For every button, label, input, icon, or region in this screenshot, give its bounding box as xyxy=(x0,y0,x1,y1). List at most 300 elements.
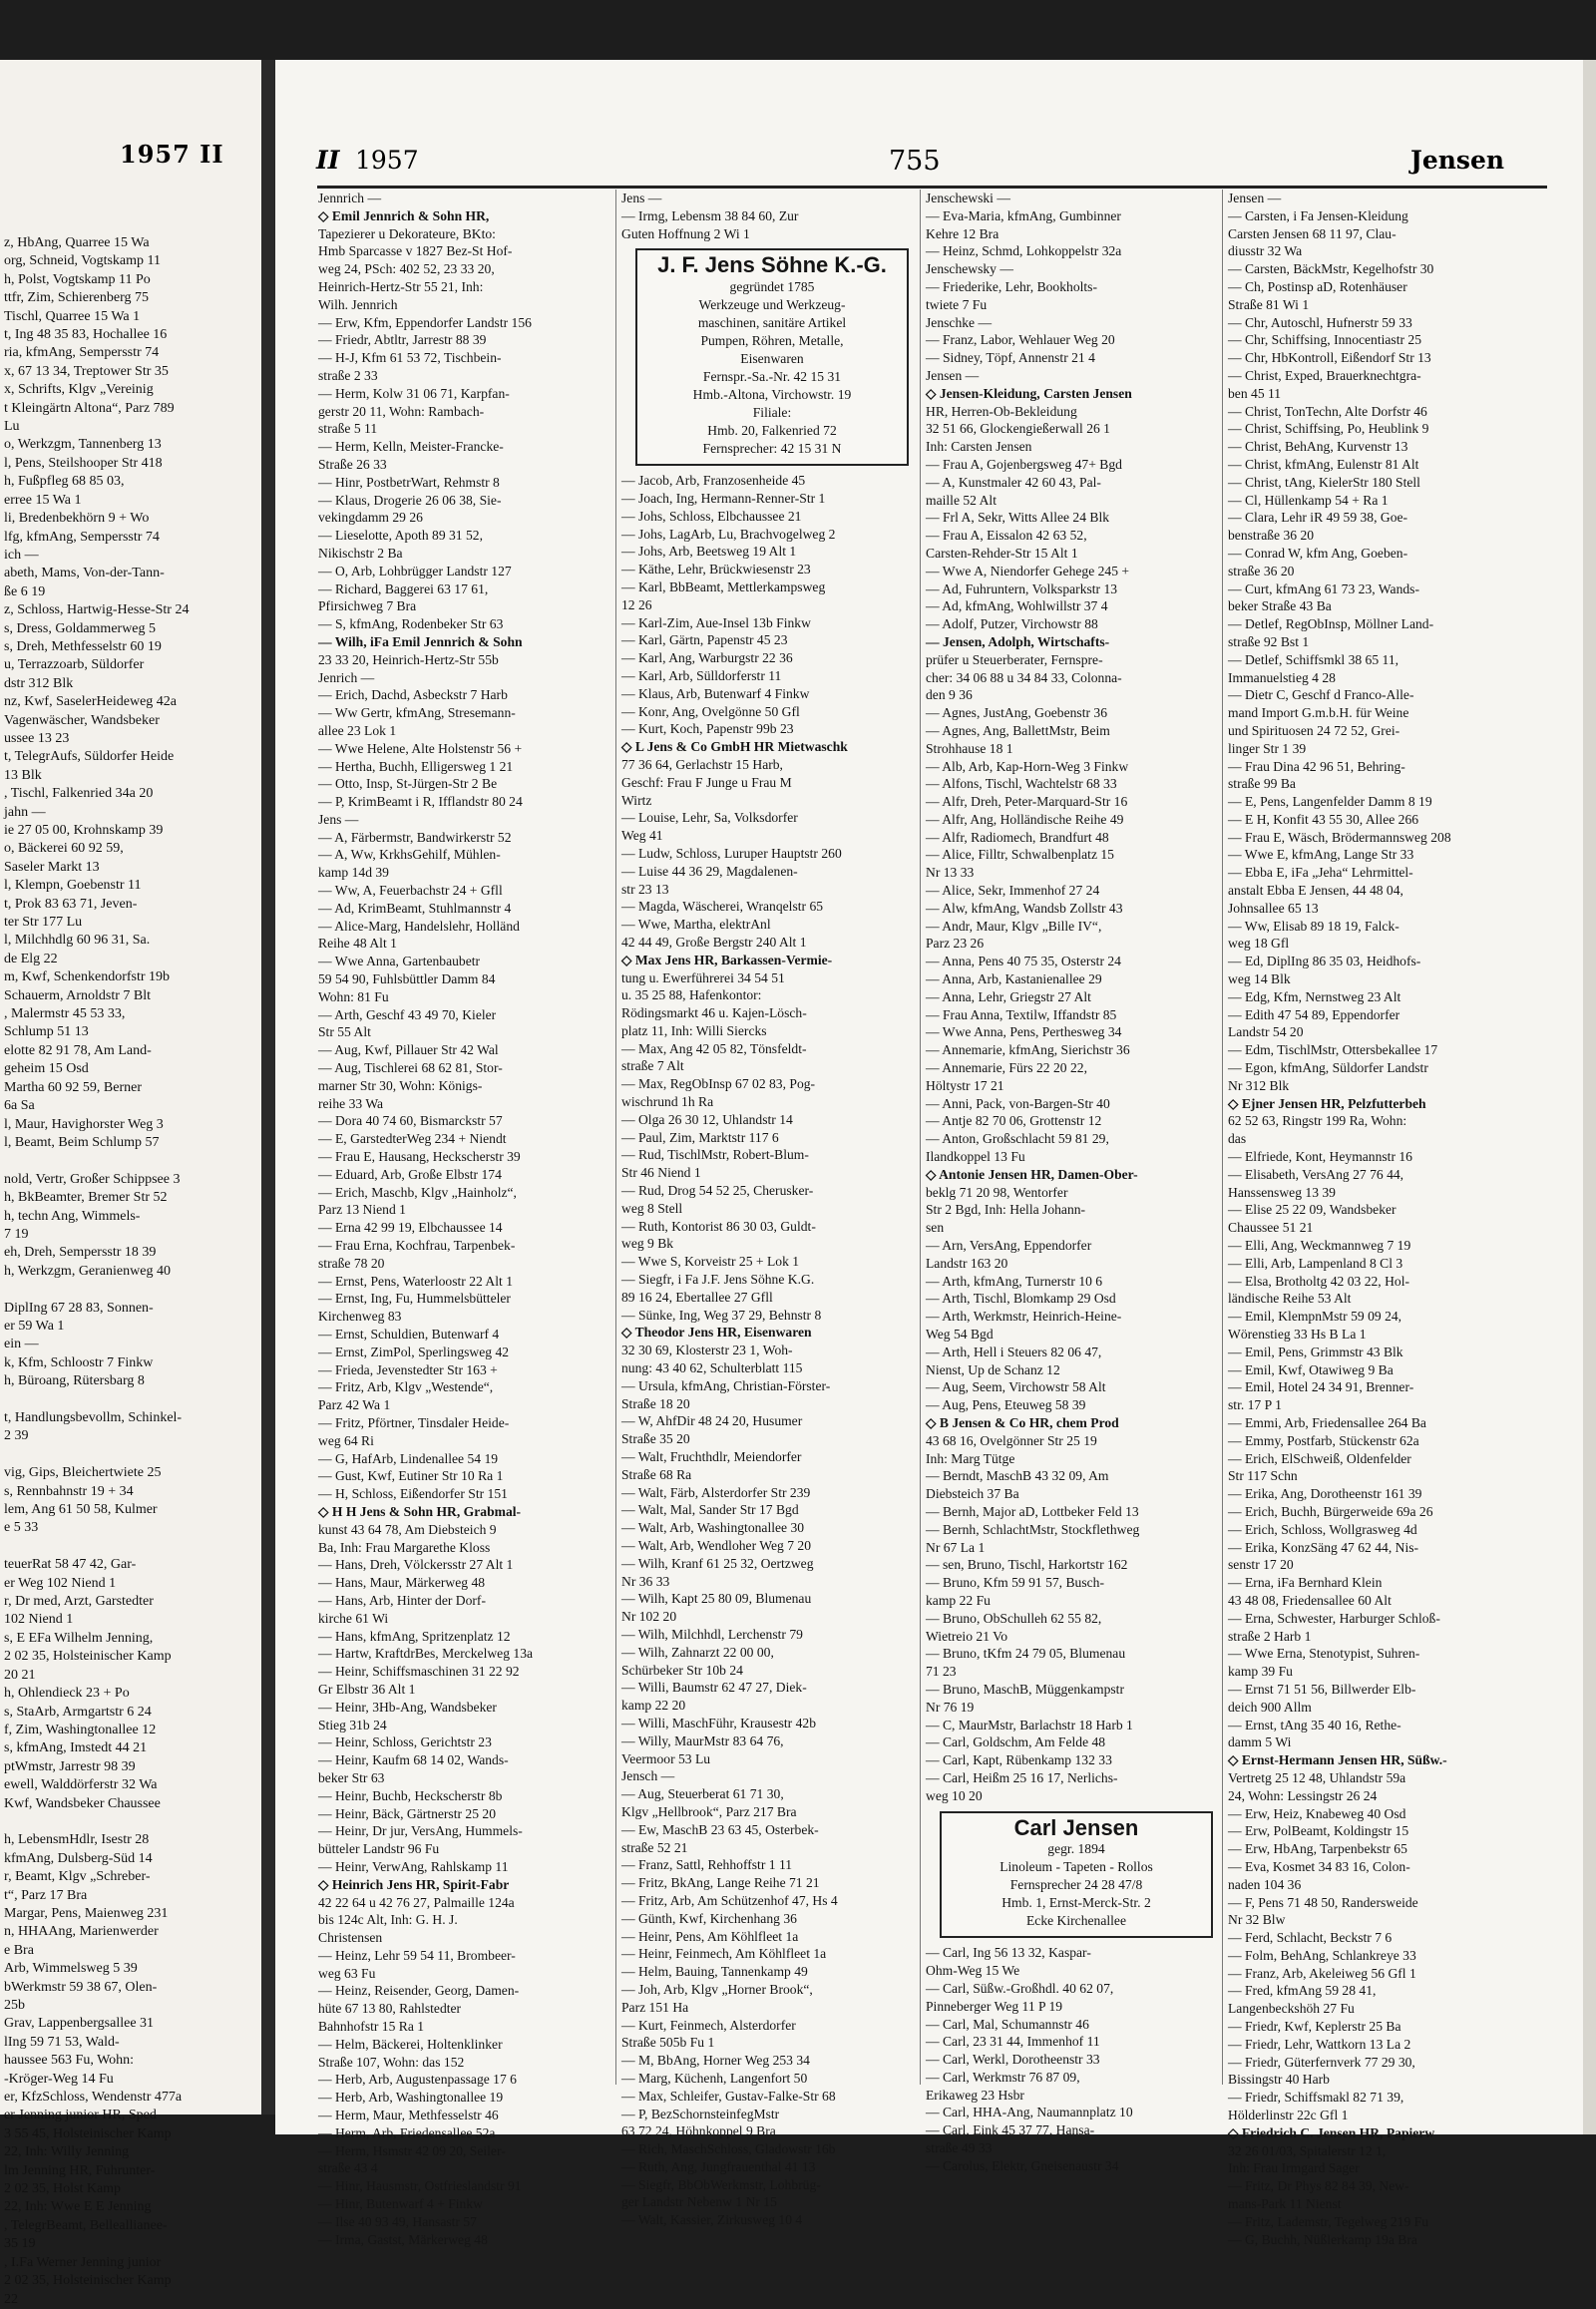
directory-entry: — Günth, Kwf, Kirchenhang 36 xyxy=(621,1910,797,1926)
directory-entry: — Hinr, PostbetrWart, Rehmstr 8 xyxy=(318,474,500,490)
previous-page-line: l, Milchhdlg 60 96 31, Sa. xyxy=(4,933,151,949)
directory-entry: Nr 312 Blk xyxy=(1228,1077,1290,1093)
previous-page-line: ria, kfmAng, Sempersstr 74 xyxy=(4,345,160,361)
directory-entry: — Annemarie, kfmAng, Sierichstr 36 xyxy=(926,1042,1130,1058)
directory-entry: 23 33 20, Heinrich-Hertz-Str 55b xyxy=(318,651,499,667)
directory-entry: — Friedr, Kwf, Keplerstr 25 Ba xyxy=(1228,2019,1401,2035)
previous-page-line: Martha 60 92 59, Berner xyxy=(4,1079,143,1095)
advertisement-name: J. F. Jens Söhne K.-G. xyxy=(657,252,887,278)
directory-entry: — Egon, kfmAng, Süldorfer Landstr xyxy=(1228,1060,1428,1076)
directory-entry: — Elli, Arb, Lampenland 8 Cl 3 xyxy=(1228,1255,1403,1271)
directory-entry: — Ruth, Kontorist 86 30 03, Guldt- xyxy=(621,1218,816,1234)
directory-entry: Johnsallee 65 13 xyxy=(1228,900,1319,916)
directory-entry: — Eva-Maria, kfmAng, Gumbinner xyxy=(926,207,1121,223)
directory-entry: — Berndt, MaschB 43 32 09, Am xyxy=(926,1468,1109,1484)
directory-entry: — Wwe Anna, Gartenbaubetr xyxy=(318,954,481,969)
directory-entry: — Herb, Arb, Washingtonallee 19 xyxy=(318,2090,504,2106)
directory-entry: — Ferd, Schlacht, Beckstr 7 6 xyxy=(1228,1930,1393,1946)
directory-entry: — Anna, Arb, Kastanienallee 29 xyxy=(926,971,1102,987)
directory-entry: Jenrich — xyxy=(318,669,375,685)
directory-entry: — Folm, BehAng, Schlankreye 33 xyxy=(1228,1947,1416,1963)
directory-entry: — Alfr, Dreh, Peter-Marquard-Str 16 xyxy=(926,794,1128,810)
previous-page-line: elotte 82 91 78, Am Land- xyxy=(4,1042,152,1058)
directory-entry: — Carl, Werkl, Dorotheenstr 33 xyxy=(926,2052,1100,2068)
directory-entry: — Marg, Küchenh, Langenfort 50 xyxy=(621,2070,808,2086)
directory-entry: — Antje 82 70 06, Grottenstr 12 xyxy=(926,1113,1102,1129)
directory-entry: str. 17 P 1 xyxy=(1228,1397,1282,1413)
directory-entry: — Erich, Dachd, Asbeckstr 7 Harb xyxy=(318,687,508,703)
directory-entry: — Frau Dina 42 96 51, Behring- xyxy=(1228,758,1405,774)
directory-entry: — Alb, Arb, Kap-Horn-Weg 3 Finkw xyxy=(926,758,1129,774)
directory-entry: senstr 17 20 xyxy=(1228,1557,1294,1573)
directory-entry: — Heinr, 3Hb-Ang, Wandsbeker xyxy=(318,1699,497,1715)
advertisement-line: gegründet 1785 xyxy=(729,279,815,295)
directory-entry: — Otto, Insp, St-Jürgen-Str 2 Be xyxy=(318,776,498,792)
directory-entry: — Wilh, Milchhdl, Lerchenstr 79 xyxy=(621,1626,803,1642)
directory-entry: Carsten-Rehder-Str 15 Alt 1 xyxy=(926,545,1078,561)
directory-entry: — Siegfr, i Fa J.F. Jens Söhne K.G. xyxy=(621,1272,815,1288)
directory-entry: — Conrad W, kfm Ang, Goeben- xyxy=(1228,545,1408,561)
directory-entry: weg 14 Blk xyxy=(1228,971,1291,987)
directory-entry: Nr 13 33 xyxy=(926,865,975,881)
column-4 xyxy=(1228,190,1519,2248)
previous-page-line: er Weg 102 Niend 1 xyxy=(4,1575,117,1591)
directory-entry: — Aug, Pens, Eteuweg 58 39 xyxy=(926,1397,1086,1413)
previous-page-line: , I.Fa Werner Jenning junior xyxy=(4,2254,162,2270)
previous-page-line: -Kröger-Weg 14 Fu xyxy=(4,2071,114,2087)
directory-entry: — Jacob, Arb, Franzosenheide 45 xyxy=(621,473,806,489)
column-2 xyxy=(621,190,913,2229)
previous-page-line: h, Polst, Vogtskamp 11 Po xyxy=(4,271,151,287)
directory-entry: — Ursula, kfmAng, Christian-Förster- xyxy=(621,1377,831,1393)
directory-entry: weg 63 Fu xyxy=(318,1965,376,1981)
previous-page-line: li, Bredenbekhörn 9 + Wo xyxy=(4,511,150,527)
directory-entry: — F, Pens 71 48 50, Randersweide xyxy=(1228,1894,1418,1910)
directory-entry: ◇ H H Jens & Sohn HR, Grabmal- xyxy=(318,1503,522,1519)
directory-entry: Landstr 54 20 xyxy=(1228,1024,1304,1040)
directory-entry: Strohhause 18 1 xyxy=(926,740,1013,756)
directory-entry: Schürbeker Str 10b 24 xyxy=(621,1662,743,1678)
directory-entry: — Joh, Arb, Klgv „Horner Brook“, xyxy=(621,1981,813,1997)
directory-entry: — Ernst, Schuldien, Butenwarf 4 xyxy=(318,1327,500,1342)
directory-entry: sen xyxy=(926,1220,945,1236)
previous-page-line: nz, Kwf, SaselerHeideweg 42a xyxy=(4,694,177,710)
directory-entry: allee 23 Lok 1 xyxy=(318,722,397,738)
directory-entry: — Max, Schleifer, Gustav-Falke-Str 68 xyxy=(621,2088,836,2104)
previous-page-line: m, Kwf, Schenkendorfstr 19b xyxy=(4,969,171,985)
directory-entry: — Ww Gertr, kfmAng, Stresemann- xyxy=(318,705,516,721)
directory-entry: vekingdamm 29 26 xyxy=(318,510,423,526)
directory-entry: — Sünke, Ing, Weg 37 29, Behnstr 8 xyxy=(621,1307,822,1323)
directory-entry: — Franz, Sattl, Rehhoffstr 1 11 xyxy=(621,1857,793,1873)
directory-entry: — sen, Bruno, Tischl, Harkortstr 162 xyxy=(926,1557,1128,1573)
directory-entry: Heinrich-Hertz-Str 55 21, Inh: xyxy=(318,278,484,294)
directory-entry: — Friedr, Güterfernverk 77 29 30, xyxy=(1228,2054,1415,2070)
directory-entry: gerstr 20 11, Wohn: Rambach- xyxy=(318,403,485,419)
previous-page-line: bWerkmstr 59 38 67, Olen- xyxy=(4,1979,158,1995)
advertisement-line: Linoleum - Tapeten - Rollos xyxy=(999,1859,1153,1875)
previous-page-line: s, Dreh, Methfesselstr 60 19 xyxy=(4,638,162,654)
directory-entry: — Wilh, Kranf 61 25 32, Oertzweg xyxy=(621,1555,814,1571)
directory-entry: Str 117 Schn xyxy=(1228,1468,1298,1484)
previous-page-line: 35 19 xyxy=(4,2236,36,2252)
directory-entry: — Erna 42 99 19, Elbchaussee 14 xyxy=(318,1220,503,1236)
directory-entry: kamp 39 Fu xyxy=(1228,1664,1293,1680)
directory-entry: — Fred, kfmAng 59 28 41, xyxy=(1228,1983,1377,1999)
directory-entry: — Edith 47 54 89, Eppendorfer xyxy=(1228,1006,1400,1022)
directory-entry: — Elise 25 22 09, Wandsbeker xyxy=(1228,1202,1396,1218)
directory-entry: — Carolus, Elektr, Gneisenaustr 34 xyxy=(926,2157,1119,2173)
previous-page-line xyxy=(4,1813,253,1831)
directory-entry: kamp 14d 39 xyxy=(318,865,389,881)
previous-page-line xyxy=(4,1281,253,1299)
directory-entry: — Johs, LagArb, Lu, Brachvogelweg 2 xyxy=(621,526,836,542)
directory-entry: — Elli, Ang, Weckmannweg 7 19 xyxy=(1228,1238,1411,1254)
header-rule xyxy=(317,186,1547,189)
directory-entry: — Heinr, Dr jur, VersAng, Hummels- xyxy=(318,1823,523,1839)
directory-entry: ◇ Heinrich Jens HR, Spirit-Fabr xyxy=(318,1876,510,1892)
directory-entry: — Eva, Kosmet 34 83 16, Colon- xyxy=(1228,1858,1410,1874)
directory-entry: — Carl, Eink 45 37 77, Hansa- xyxy=(926,2122,1095,2138)
directory-entry: Parz 42 Wa 1 xyxy=(318,1397,391,1413)
directory-entry: Jens — xyxy=(318,811,359,827)
directory-entry: — Fritz, Arb, Am Schützenhof 47, Hs 4 xyxy=(621,1892,838,1908)
directory-entry: Weg 41 xyxy=(621,828,663,844)
directory-entry: Straße 68 Ra xyxy=(621,1466,692,1482)
directory-entry: Straße 107, Wohn: das 152 xyxy=(318,2054,465,2070)
directory-entry: — Max, Ang 42 05 82, Tönsfeldt- xyxy=(621,1040,807,1056)
directory-entry: Nr 102 20 xyxy=(621,1609,677,1625)
directory-entry: — Cl, Hüllenkamp 54 + Ra 1 xyxy=(1228,492,1389,508)
directory-entry: 12 26 xyxy=(621,596,652,612)
directory-entry: — Ed, DiplIng 86 35 03, Heidhofs- xyxy=(1228,954,1421,969)
previous-page-line: 22 xyxy=(4,2291,18,2307)
directory-entry: Parz 151 Ha xyxy=(621,1999,689,2015)
directory-entry: — Wwe Helene, Alte Holstenstr 56 + xyxy=(318,740,523,756)
directory-entry: Straße 505b Fu 1 xyxy=(621,2035,715,2051)
directory-entry: — Wwe E, kfmAng, Lange Str 33 xyxy=(1228,847,1414,863)
directory-entry: Ohm-Weg 15 We xyxy=(926,1963,1020,1979)
directory-entry: — Frau E, Hausang, Heckscherstr 39 xyxy=(318,1149,521,1165)
previous-page-line xyxy=(4,1391,253,1409)
directory-entry: — Fritz, BkAng, Lange Reihe 71 21 xyxy=(621,1875,820,1891)
directory-entry: straße 92 Bst 1 xyxy=(1228,633,1310,649)
directory-entry: — M, BbAng, Horner Weg 253 34 xyxy=(621,2053,810,2069)
previous-page-line: h, Ohlendieck 23 + Po xyxy=(4,1686,130,1702)
directory-entry: Immanuelstieg 4 28 xyxy=(1228,669,1336,685)
directory-entry: Straße 18 20 xyxy=(621,1395,690,1411)
advertisement-name: Carl Jensen xyxy=(1013,1814,1139,1840)
directory-entry: Inh: Marg Tütge xyxy=(926,1450,1015,1466)
directory-entry: — Ludw, Schloss, Luruper Hauptstr 260 xyxy=(621,845,842,861)
previous-page-line: l, Pens, Steilshooper Str 418 xyxy=(4,455,163,471)
previous-page-line: haussee 563 Fu, Wohn: xyxy=(4,2053,135,2069)
directory-entry: — Carl, Süßw.-Großhdl. 40 62 07, xyxy=(926,1980,1114,1996)
directory-entry: Inh: Frau Irmgard Sager xyxy=(1228,2160,1360,2176)
directory-entry: Erikaweg 23 Hsbr xyxy=(926,2087,1024,2103)
directory-entry: — Agnes, Ang, BallettMstr, Beim xyxy=(926,722,1110,738)
directory-entry: straße 36 20 xyxy=(1228,563,1295,578)
directory-entry: — Irma, Gastst, Märkerweg 48 xyxy=(318,2231,488,2247)
directory-entry: — Erika, KonzSäng 47 62 44, Nis- xyxy=(1228,1539,1419,1555)
directory-entry: — Fritz, Dr Phys 82 84 39, New- xyxy=(1228,2178,1409,2194)
directory-entry: — Emil, KlempnMstr 59 09 24, xyxy=(1228,1309,1402,1325)
directory-entry: — Magda, Wäscherei, Wranqelstr 65 xyxy=(621,899,824,915)
directory-entry: — Konr, Ang, Ovelgönne 50 Gfl xyxy=(621,703,800,719)
directory-entry: — Rud, Drog 54 52 25, Cherusker- xyxy=(621,1183,814,1199)
directory-entry: Weg 54 Bgd xyxy=(926,1327,994,1342)
directory-entry: — Bruno, Kfm 59 91 57, Busch- xyxy=(926,1575,1104,1591)
advertisement-box xyxy=(635,248,909,466)
directory-entry: straße 78 20 xyxy=(318,1255,385,1271)
previous-page-header: 1957 II xyxy=(120,140,224,169)
directory-entry: Kehre 12 Bra xyxy=(926,225,999,241)
previous-page-line: u, Terrazzoarb, Süldorfer xyxy=(4,657,145,673)
directory-entry: — Erich, Buchh, Bürgerweide 69a 26 xyxy=(1228,1503,1433,1519)
directory-entry: — Willi, MaschFühr, Krausestr 42b xyxy=(621,1715,816,1731)
directory-entry: ben 45 11 xyxy=(1228,385,1282,401)
directory-entry: — Elisabeth, VersAng 27 76 44, xyxy=(1228,1166,1404,1182)
directory-entry: — Ch, Postinsp aD, Rotenhäuser xyxy=(1228,278,1407,294)
directory-entry: — Carl, Kapt, Rübenkamp 132 33 xyxy=(926,1752,1112,1768)
directory-entry: — Walt, Arb, Washingtonallee 30 xyxy=(621,1520,805,1536)
previous-page-line: h, LebensmHdlr, Isestr 28 xyxy=(4,1832,150,1848)
previous-page-line: ewell, Walddörferstr 32 Wa xyxy=(4,1777,158,1793)
directory-entry: — Ilse 40 93 49, Hansastr 57 xyxy=(318,2213,477,2229)
directory-entry: weg 64 Ri xyxy=(318,1432,374,1448)
directory-entry: — Ernst, ZimPol, Sperlingsweg 42 xyxy=(318,1344,510,1359)
previous-page-line xyxy=(4,1446,253,1464)
directory-entry: — Friedr, Abtltr, Jarrestr 88 39 xyxy=(318,332,487,348)
directory-entry: — W, AhfDir 48 24 20, Husumer xyxy=(621,1413,803,1429)
previous-page-line: ich — xyxy=(4,547,39,563)
directory-entry: — Christ, TonTechn, Alte Dorfstr 46 xyxy=(1228,403,1427,419)
previous-page-line: ussee 13 23 xyxy=(4,730,70,746)
directory-entry: twiete 7 Fu xyxy=(926,296,988,312)
directory-entry: — Karl, Ang, Warburgstr 22 36 xyxy=(621,650,793,666)
directory-entry: weg 18 Gfl xyxy=(1228,936,1290,952)
previous-page-line: 20 21 xyxy=(4,1667,36,1683)
directory-entry: — Adolf, Putzer, Virchowstr 88 xyxy=(926,616,1098,632)
directory-entry: ◇ Emil Jennrich & Sohn HR, xyxy=(318,207,490,223)
previous-page-line: de Elg 22 xyxy=(4,951,58,966)
directory-entry: ◇ L Jens & Co GmbH HR Mietwaschk xyxy=(621,739,848,755)
directory-entry: — Carsten, i Fa Jensen-Kleidung xyxy=(1228,207,1408,223)
directory-entry: den 9 36 xyxy=(926,687,973,703)
directory-entry: — Clara, Lehr iR 49 59 38, Goe- xyxy=(1228,510,1408,526)
directory-entry: — Erw, Kfm, Eppendorfer Landstr 156 xyxy=(318,314,532,330)
running-keyword: Jensen xyxy=(1410,146,1505,175)
previous-page-line: lm Jenning HR, Fuhrunter- xyxy=(4,2162,156,2178)
previous-page-line: l, Beamt, Beim Schlump 57 xyxy=(4,1134,160,1150)
directory-entry: tung u. Ewerführerei 34 54 51 xyxy=(621,969,785,985)
directory-entry: prüfer u Steuerberater, Fernspre- xyxy=(926,651,1103,667)
directory-entry: — Alfr, Ang, Holländische Reihe 49 xyxy=(926,811,1124,827)
directory-entry: — Franz, Arb, Akeleiweg 56 Gfl 1 xyxy=(1228,1965,1416,1981)
directory-entry: — Lieselotte, Apoth 89 31 52, xyxy=(318,528,483,544)
directory-entry: bütteler Landstr 96 Fu xyxy=(318,1841,440,1857)
previous-page-line: x, Schrifts, Klgv „Vereinig xyxy=(4,382,154,398)
directory-entry: — Aug, Tischlerei 68 62 81, Stor- xyxy=(318,1060,503,1076)
directory-entry: — Emil, Kwf, Otawiweg 9 Ba xyxy=(1228,1361,1394,1377)
directory-entry: — Wwe A, Niendorfer Gehege 245 + xyxy=(926,563,1130,578)
previous-page-line: Saseler Markt 13 xyxy=(4,859,100,875)
directory-entry: — A, Färbermstr, Bandwirkerstr 52 xyxy=(318,829,512,845)
previous-page-line: e Bra xyxy=(4,1942,34,1958)
directory-entry: das xyxy=(1228,1131,1247,1147)
directory-entry: — Fritz, Arb, Klgv „Westende“, xyxy=(318,1379,494,1395)
previous-page-line: Schauerm, Arnoldstr 7 Blt xyxy=(4,987,151,1003)
directory-entry: Landstr 163 20 xyxy=(926,1255,1008,1271)
previous-page-line: o, Bäckerei 60 92 59, xyxy=(4,841,124,857)
directory-entry: Chaussee 51 21 xyxy=(1228,1220,1314,1236)
directory-entry: Bissingstr 40 Harb xyxy=(1228,2072,1330,2088)
previous-page-line: 102 Niend 1 xyxy=(4,1612,74,1628)
directory-entry: — H, Schloss, Eißendorfer Str 151 xyxy=(318,1486,508,1502)
directory-entry: — Christ, kfmAng, Eulenstr 81 Alt xyxy=(1228,456,1419,472)
directory-entry: — Hans, Maur, Märkerweg 48 xyxy=(318,1575,486,1591)
directory-entry: — Emil, Hotel 24 34 91, Brenner- xyxy=(1228,1379,1414,1395)
directory-entry: — Frau Erna, Kochfrau, Tarpenbek- xyxy=(318,1238,516,1254)
directory-entry: — Hans, kfmAng, Spritzenplatz 12 xyxy=(318,1628,511,1644)
directory-entry: Wietreio 21 Vo xyxy=(926,1628,1008,1644)
previous-page-line: Vagenwäscher, Wandsbeker xyxy=(4,712,160,728)
previous-page-line: kfmAng, Dulsberg-Süd 14 xyxy=(4,1850,153,1866)
directory-entry: naden 104 36 xyxy=(1228,1876,1302,1892)
directory-entry: deich 900 Allm xyxy=(1228,1699,1312,1715)
advertisement-line: Werkzeuge und Werkzeug- xyxy=(698,297,846,313)
directory-entry: — Wwe S, Korveistr 25 + Lok 1 xyxy=(621,1254,800,1270)
directory-entry: — Ruth, Ang, Jungfrauenthal 41 13 xyxy=(621,2158,816,2174)
directory-entry: maille 52 Alt xyxy=(926,492,997,508)
directory-entry: weg 8 Stell xyxy=(621,1200,683,1216)
directory-entry: Kirchenweg 83 xyxy=(318,1309,402,1325)
directory-entry: — Kurt, Feinmech, Alsterdorfer xyxy=(621,2017,796,2033)
directory-entry: 59 54 90, Fuhlsbüttler Damm 84 xyxy=(318,971,496,987)
directory-entry: — Arth, Hell i Steuers 82 06 47, xyxy=(926,1344,1102,1359)
directory-entry: Wirtz xyxy=(621,792,652,808)
directory-entry: — Chr, Autoschl, Hufnerstr 59 33 xyxy=(1228,314,1412,330)
directory-entry: — Herm, Hsmstr 42 09 20, Seiler- xyxy=(318,2142,506,2158)
directory-entry: — E, Pens, Langenfelder Damm 8 19 xyxy=(1228,794,1432,810)
directory-entry: Bahnhofstr 15 Ra 1 xyxy=(318,2019,425,2035)
previous-page-line: 2 02 35, Holsteinischer Kamp xyxy=(4,2273,172,2289)
directory-entry: — Fritz, Pförtner, Tinsdaler Heide- xyxy=(318,1414,510,1430)
directory-entry: Str 46 Niend 1 xyxy=(621,1165,701,1181)
directory-entry: Jensch — xyxy=(621,1768,675,1784)
previous-page-line: ptWmstr, Jarrestr 98 39 xyxy=(4,1758,136,1774)
previous-page-line: h, Fußpfleg 68 85 03, xyxy=(4,474,125,490)
previous-page-line: 13 Blk xyxy=(4,767,42,783)
directory-entry: — Christ, tAng, KielerStr 180 Stell xyxy=(1228,474,1420,490)
directory-entry: — Luise 44 36 29, Magdalenen- xyxy=(621,863,798,879)
advertisement-line: Hmb.-Altona, Virchowstr. 19 xyxy=(692,387,852,403)
directory-entry: Ba, Inh: Frau Margarethe Kloss xyxy=(318,1539,491,1555)
previous-page-line: abeth, Mams, Von-der-Tann- xyxy=(4,566,165,581)
directory-entry: — Hinr, Butenwarf 4 + Finkw xyxy=(318,2196,483,2212)
directory-entry: — Ernst 71 51 56, Billwerder Elb- xyxy=(1228,1681,1416,1697)
directory-entry: Nr 67 La 1 xyxy=(926,1539,986,1555)
directory-entry: — Alfons, Tischl, Wachtelstr 68 33 xyxy=(926,776,1117,792)
directory-entry: — A, Ww, KrkhsGehilf, Mühlen- xyxy=(318,847,501,863)
directory-entry: — Agnes, JustAng, Goebenstr 36 xyxy=(926,705,1107,721)
directory-entry: Hanssensweg 13 39 xyxy=(1228,1184,1336,1200)
directory-entry: ◇ Ernst-Hermann Jensen HR, Süßw.- xyxy=(1228,1752,1447,1768)
directory-entry: — Erw, Heiz, Knabeweg 40 Osd xyxy=(1228,1805,1406,1821)
directory-entry: — Ernst, tAng 35 40 16, Rethe- xyxy=(1228,1717,1401,1732)
directory-entry: Klgv „Hellbrook“, Parz 217 Bra xyxy=(621,1803,797,1819)
directory-entry: — Detlef, Schiffsmkl 38 65 11, xyxy=(1228,651,1399,667)
directory-entry: — A, Kunstmaler 42 60 43, Pal- xyxy=(926,474,1101,490)
directory-entry: marner Str 30, Wohn: Königs- xyxy=(318,1077,483,1093)
directory-entry: — Frl A, Sekr, Witts Allee 24 Blk xyxy=(926,510,1110,526)
previous-page-line: t“, Parz 17 Bra xyxy=(4,1887,88,1903)
directory-entry: Straße 35 20 xyxy=(621,1431,690,1447)
directory-page xyxy=(275,60,1583,2247)
directory-entry: — Edg, Kfm, Nernstweg 23 Alt xyxy=(1228,988,1401,1004)
previous-page-line: , Malermstr 45 53 33, xyxy=(4,1006,126,1022)
previous-page-line: ein — xyxy=(4,1337,39,1352)
previous-page-line: Grav, Lappenbergsallee 31 xyxy=(4,2016,155,2032)
directory-entry: — Ww, A, Feuerbachstr 24 + Gfll xyxy=(318,883,503,899)
column-divider xyxy=(615,190,616,2085)
directory-entry: — Aug, Steuerberat 61 71 30, xyxy=(621,1786,784,1802)
directory-entry: — P, BezSchornsteinfegMstr xyxy=(621,2106,780,2121)
directory-entry: — Heinr, Pens, Am Köhlfleet 1a xyxy=(621,1928,799,1944)
directory-entry: — Herm, Maur, Methfesselstr 46 xyxy=(318,2108,499,2123)
directory-entry: Nr 76 19 xyxy=(926,1699,975,1715)
directory-entry: — Heinr, Buchb, Heckscherstr 8b xyxy=(318,1787,503,1803)
directory-entry: — Käthe, Lehr, Brückwiesenstr 23 xyxy=(621,562,811,577)
directory-entry: Diebsteich 37 Ba xyxy=(926,1486,1019,1502)
directory-entry: Christensen xyxy=(318,1930,383,1946)
directory-entry: — Karl-Zim, Aue-Insel 13b Finkw xyxy=(621,614,811,630)
edition-year: 1957 xyxy=(355,146,419,175)
directory-entry: 42 22 64 u 42 76 27, Palmaille 124a xyxy=(318,1894,515,1910)
directory-entry: — Ww, Elisab 89 18 19, Falck- xyxy=(1228,918,1399,934)
previous-page-line: Arb, Wimmelsweg 5 39 xyxy=(4,1961,138,1977)
directory-entry: mand Import G.m.b.H. für Weine xyxy=(1228,705,1409,721)
directory-entry: — Alfr, Radiomech, Brandfurt 48 xyxy=(926,829,1109,845)
previous-page-line: lIng 59 71 53, Wald- xyxy=(4,2034,120,2050)
directory-entry: — C, MaurMstr, Barlachstr 18 Harb 1 xyxy=(926,1717,1133,1732)
previous-page-line: 25b xyxy=(4,1998,25,2013)
previous-page-line: vig, Gips, Bleichertwiete 25 xyxy=(4,1465,162,1481)
directory-entry: u. 35 25 88, Hafenkontor: xyxy=(621,987,762,1003)
directory-entry: Inh: Carsten Jensen xyxy=(926,439,1032,455)
directory-entry: hüte 67 13 80, Rahlstedter xyxy=(318,2001,462,2017)
directory-entry: straße 5 11 xyxy=(318,421,378,437)
directory-entry: diusstr 32 Wa xyxy=(1228,243,1303,259)
directory-entry: ger Landstr Nebenw 1 Nr 15 xyxy=(621,2194,777,2210)
directory-entry: beklg 71 20 98, Wentorfer xyxy=(926,1184,1068,1200)
directory-entry: — Wilh, Zahnarzt 22 00 00, xyxy=(621,1644,774,1660)
directory-entry: Guten Hoffnung 2 Wi 1 xyxy=(621,225,750,241)
previous-page-line: ter Str 177 Lu xyxy=(4,915,83,931)
directory-entry: — Herm, Kelln, Meister-Francke- xyxy=(318,439,504,455)
previous-page-line: l, Klempn, Goebenstr 11 xyxy=(4,878,142,894)
directory-entry: Parz 23 26 xyxy=(926,936,985,952)
previous-page-line: jahn — xyxy=(4,804,46,820)
directory-entry: — Arth, Werkmstr, Heinrich-Heine- xyxy=(926,1309,1122,1325)
directory-entry: Jens — xyxy=(621,191,662,205)
directory-entry: Ilandkoppel 13 Fu xyxy=(926,1149,1025,1165)
directory-entry: str 23 13 xyxy=(621,881,669,897)
directory-entry: — Willy, MaurMstr 83 64 76, xyxy=(621,1732,784,1748)
directory-entry: Rödingsmarkt 46 u. Kajen-Lösch- xyxy=(621,1005,807,1021)
directory-entry: Geschf: Frau F Junge u Frau M xyxy=(621,774,792,790)
previous-page-line: r, Beamt, Klgv „Schreber- xyxy=(4,1869,151,1885)
